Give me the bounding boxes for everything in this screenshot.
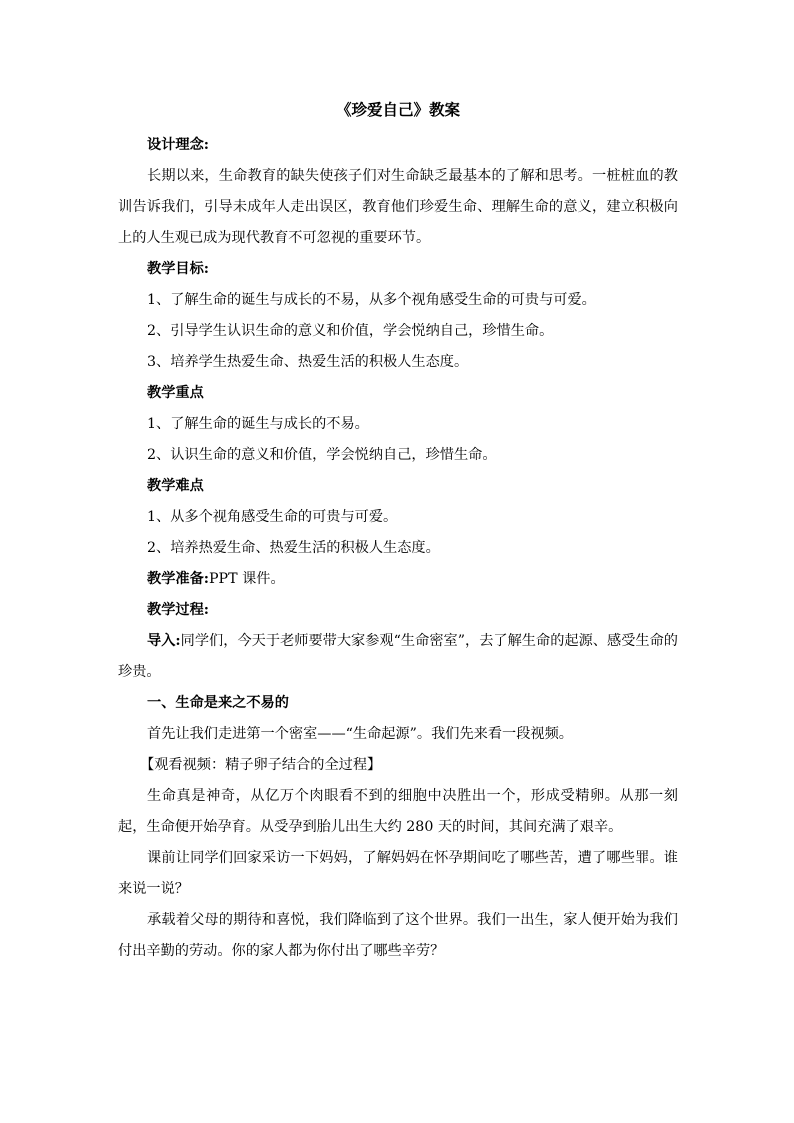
process-heading: 教学过程:	[147, 602, 209, 618]
section1-paragraph: 首先让我们走进第一个密室——“生命起源”。我们先来看一段视频。	[147, 726, 573, 742]
difficulties-heading: 教学难点	[147, 478, 204, 494]
section1-heading: 一、生命是来之不易的	[147, 695, 289, 711]
key-points-heading: 教学重点	[147, 385, 204, 401]
difficulty-item: 2、培养热爱生命、热爱生活的积极人生态度。	[147, 540, 440, 556]
key-point-item: 1、了解生命的诞生与成长的不易。	[147, 416, 369, 432]
section1-paragraph: 生命真是神奇，从亿万个肉眼看不到的细胞中决胜出一个，形成受精卵。从那一刻起，生命便开始孕育。从受孕到胎儿出生大约 280 天的时间，其间充满了艰辛。	[118, 788, 678, 835]
preparation-text: PPT 课件。	[209, 571, 285, 587]
goal-item: 3、培养学生热爱生命、热爱生活的积极人生态度。	[147, 354, 469, 370]
section1-paragraph: 承载着父母的期待和喜悦，我们降临到了这个世界。我们一出生，家人便开始为我们付出辛勤的劳动。你的家人都为你付出了哪些辛劳？	[118, 912, 678, 959]
goal-item: 2、引导学生认识生命的意义和价值，学会悦纳自己，珍惜生命。	[147, 323, 554, 339]
preparation-label: 教学准备:	[147, 571, 209, 587]
key-point-item: 2、认识生命的意义和价值，学会悦纳自己，珍惜生命。	[147, 447, 497, 463]
difficulty-item: 1、从多个视角感受生命的可贵与可爱。	[147, 509, 398, 525]
intro-paragraph	[118, 626, 678, 688]
document-title: 《珍爱自己》教案	[335, 100, 460, 119]
document-page	[118, 98, 678, 967]
design-concept-paragraph: 长期以来，生命教育的缺失使孩子们对生命缺乏最基本的了解和思考。一桩桩血的教训告诉我们，引导未成年人走出误区，教育他们珍爱生命、理解生命的意义，建立积极向上的人生观已成为现代教育不可忽视的重要环节。	[118, 168, 678, 246]
intro-label: 导入:	[147, 633, 181, 649]
section1-paragraph: 课前让同学们回家采访一下妈妈，了解妈妈在怀孕期间吃了哪些苦，遭了哪些罪。谁来说一说？	[118, 850, 678, 897]
section1-paragraph: 【观看视频：精子卵子结合的全过程】	[140, 757, 382, 773]
intro-text: 同学们，今天于老师要带大家参观“生命密室”，去了解生命的起源、感受生命的珍贵。	[118, 633, 678, 680]
preparation-line	[118, 564, 678, 595]
goal-item: 1、了解生命的诞生与成长的不易，从多个视角感受生命的可贵与可爱。	[147, 292, 596, 308]
goals-heading: 教学目标:	[147, 261, 209, 277]
design-concept-heading: 设计理念:	[147, 137, 209, 153]
